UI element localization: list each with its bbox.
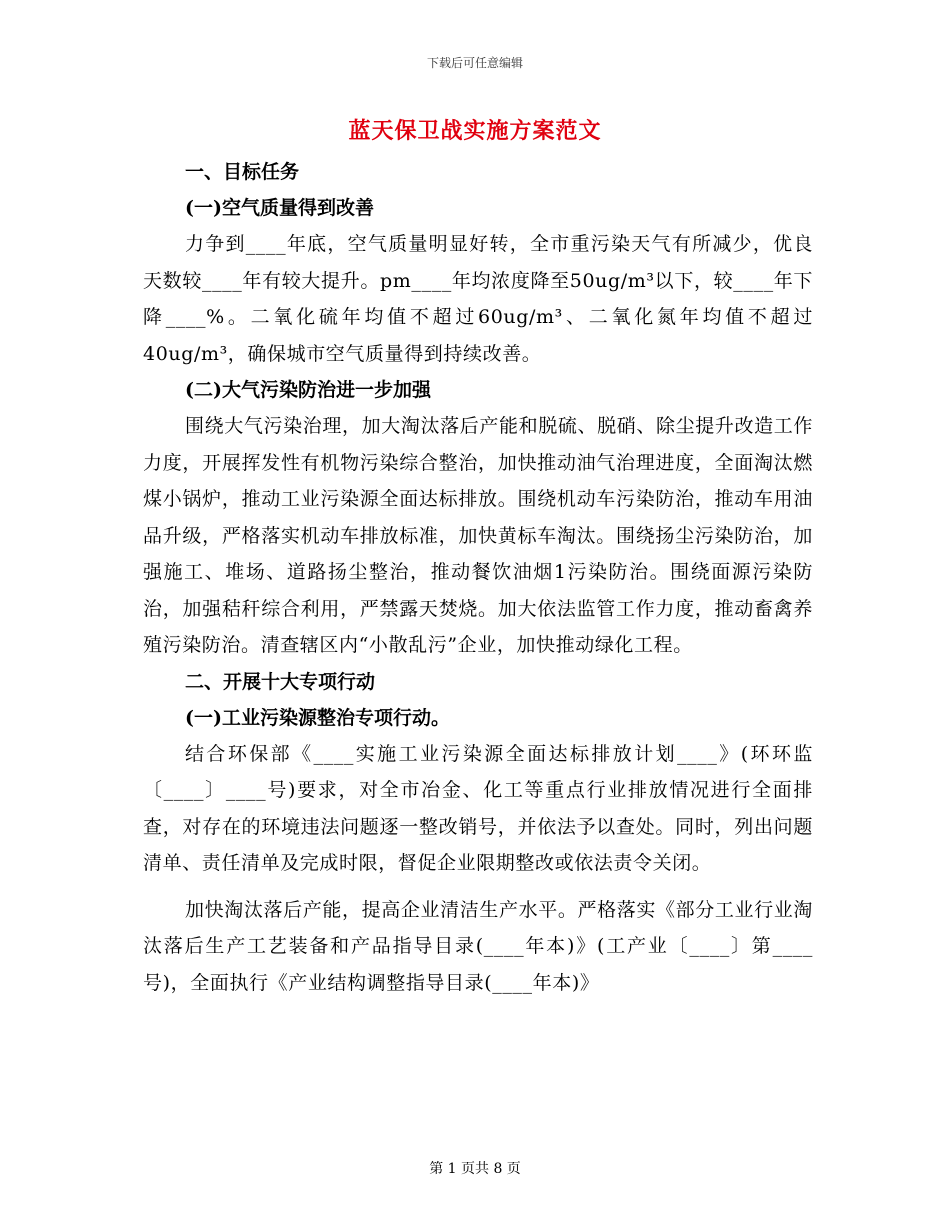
document-title: 蓝天保卫战实施方案范文 [348, 118, 602, 144]
document-body [143, 154, 813, 1001]
page-indicator: 第 1 页共 8 页 [429, 1161, 521, 1177]
paragraph-air-quality: 力争到____年底，空气质量明显好转，全市重污染天气有所减少，优良天数较____年有较大提升。pm____年均浓度降至50ug/m³以下，较____年下降____%。二氧化硫年均值不超过60ug/m³、二氧化氮年均值不超过40ug/m³，确保城市空气质量得到持续改善。 [143, 233, 813, 365]
header-note: 下载后可任意编辑 [426, 56, 523, 70]
section-heading-1: 一、目标任务 [185, 161, 300, 183]
paragraph-pollution-control: 围绕大气污染治理，加大淘汰落后产能和脱硫、脱硝、除尘提升改造工作力度，开展挥发性有机物污染综合整治，加快推动油气治理进度，全面淘汰燃煤小锅炉，推动工业污染源全面达标排放。围绕机动车污染防治，推动车用油品升级，严格落实机动车排放标准，加快黄标车淘汰。围绕扬尘污染防治，加强施工、堆场、道路扬尘整治，推动餐饮油烟1污染防治。围绕面源污染防治，加强秸秆综合利用，严禁露天焚烧。加大依法监管工作力度，推动畜禽养殖污染防治。清查辖区内“小散乱污”企业，加快推动绿化工程。 [143, 415, 813, 656]
subsection-heading-1-1: (一)空气质量得到改善 [185, 197, 374, 219]
paragraph-industrial-sources: 结合环保部《____实施工业污染源全面达标排放计划____》(环环监〔____〕____号)要求，对全市冶金、化工等重点行业排放情况进行全面排查，对存在的环境违法问题逐一整改销号，并依法予以查处。同时，列出问题清单、责任清单及完成时限，督促企业限期整改或依法责令关闭。 [143, 742, 813, 874]
paragraph-eliminate-capacity: 加快淘汰落后产能，提高企业清洁生产水平。严格落实《部分工业行业淘汰落后生产工艺装备和产品指导目录(____年本)》(工产业〔____〕第____号)，全面执行《产业结构调整指导目录(____年本)》 [143, 898, 813, 994]
subsection-heading-1-2: (二)大气污染防治进一步加强 [185, 379, 431, 401]
section-heading-2: 二、开展十大专项行动 [185, 670, 376, 693]
subsection-heading-2-1: (一)工业污染源整治专项行动。 [185, 706, 450, 729]
